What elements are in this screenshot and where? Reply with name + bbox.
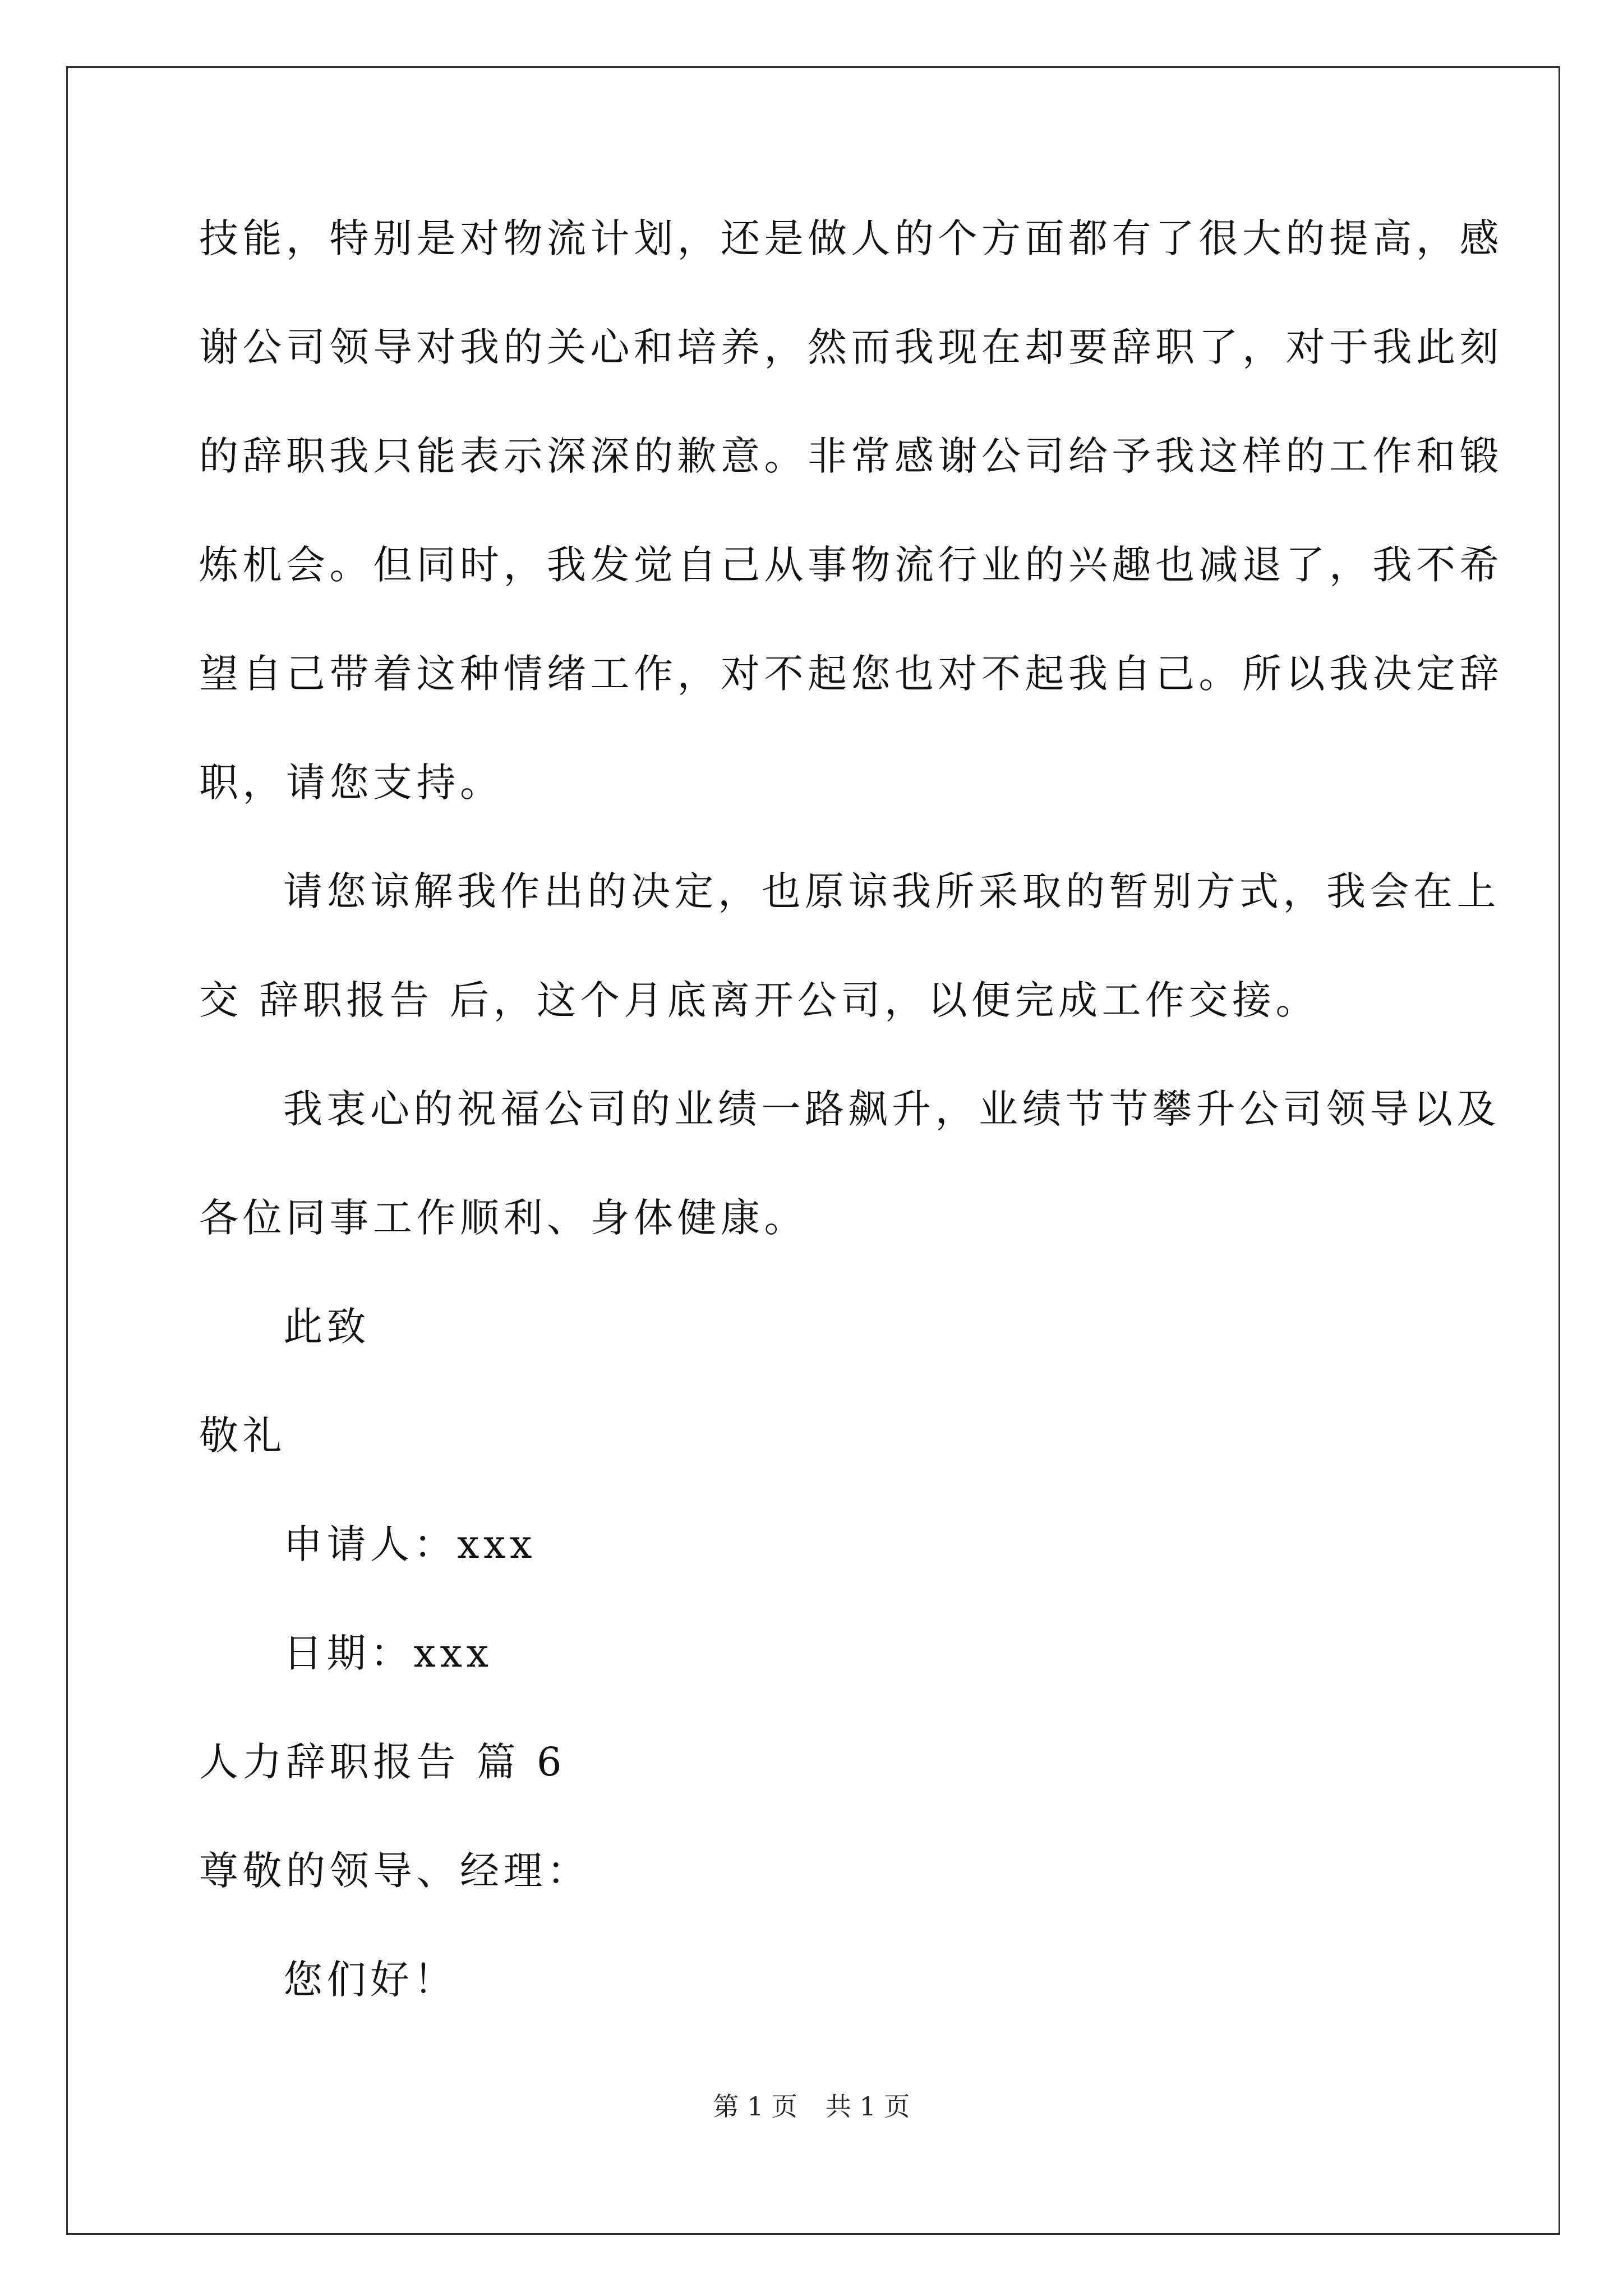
greeting-line: 尊敬的领导、经理： — [199, 1848, 591, 1894]
paragraph-line: 交 辞职报告 后，这个月底离开公司，以便完成工作交接。 — [199, 977, 1320, 1023]
page-number: 第 1 页 — [713, 2091, 797, 2122]
applicant-line: 申请人：xxx — [283, 1521, 536, 1567]
page-footer — [0, 2090, 1623, 2123]
date-line: 日期：xxx — [283, 1630, 493, 1676]
section-heading: 人力辞职报告 篇 6 — [199, 1739, 566, 1785]
closing-line: 此致 — [283, 1304, 370, 1350]
paragraph-line: 谢公司领导对我的关心和培养，然而我现在却要辞职了，对于我此刻 — [199, 324, 1503, 370]
paragraph-line: 炼机会。但同时，我发觉自己从事物流行业的兴趣也减退了，我不希 — [199, 542, 1503, 588]
paragraph-line: 技能，特别是对物流计划，还是做人的个方面都有了很大的提高，感 — [199, 215, 1503, 261]
paragraph-line: 望自己带着这种情绪工作，对不起您也对不起我自己。所以我决定辞 — [199, 651, 1503, 697]
paragraph-line: 职，请您支持。 — [199, 760, 504, 806]
paragraph-line: 请您谅解我作出的决定，也原谅我所采取的暂别方式，我会在上 — [283, 868, 1500, 914]
salutation-line: 敬礼 — [199, 1412, 286, 1458]
paragraph-line: 的辞职我只能表示深深的歉意。非常感谢公司给予我这样的工作和锻 — [199, 433, 1503, 479]
paragraph-line: 各位同事工作顺利、身体健康。 — [199, 1195, 808, 1241]
greeting-line: 您们好！ — [283, 1957, 457, 2003]
page-border — [66, 66, 1560, 2235]
paragraph-line: 我衷心的祝福公司的业绩一路飙升，业绩节节攀升公司领导以及 — [283, 1086, 1500, 1132]
page-total: 共 1 页 — [826, 2091, 910, 2122]
